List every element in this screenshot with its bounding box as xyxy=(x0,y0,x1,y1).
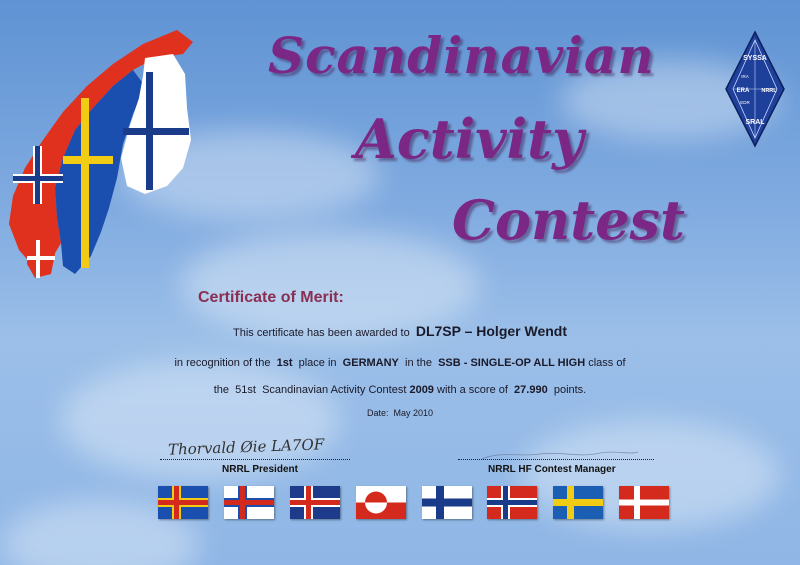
title-line-2: Activity xyxy=(355,107,584,171)
iceland-flag-icon xyxy=(290,486,340,519)
score-suffix: points. xyxy=(553,384,587,396)
cloud xyxy=(60,360,340,480)
place-value: 1st xyxy=(276,357,293,369)
recognition-prefix: in recognition of the xyxy=(174,357,271,369)
president-label: NRRL President xyxy=(222,464,298,475)
scandinavia-map-icon xyxy=(5,28,197,283)
recognition-line xyxy=(0,357,800,369)
contest-line xyxy=(0,384,800,396)
date-label: Date: xyxy=(366,408,389,418)
contest-manager-label: NRRL HF Contest Manager xyxy=(488,464,616,475)
contest-year: 2009 xyxy=(409,384,434,396)
certificate-heading: Certificate of Merit: xyxy=(198,289,344,306)
signature-line-left xyxy=(160,459,350,460)
logo-text-bottom: SRAL xyxy=(745,119,765,126)
class-prefix: in the xyxy=(405,357,432,369)
score-prefix: with a score of xyxy=(437,384,508,396)
class-suffix: class of xyxy=(588,357,626,369)
score-value: 27.990 xyxy=(514,384,548,396)
logo-text-lower-left: EDR xyxy=(740,100,750,105)
signature-line-right xyxy=(458,459,654,460)
logo-text-right: NRRL xyxy=(761,88,777,94)
country-value: GERMANY xyxy=(342,357,399,369)
contest-name: Scandinavian Activity Contest xyxy=(262,384,407,396)
the-text: the xyxy=(213,384,230,396)
date-value: May 2010 xyxy=(393,408,434,418)
greenland-flag-icon xyxy=(356,486,406,519)
title-line-3: Contest xyxy=(452,188,685,252)
title-line-1: Scandinavian xyxy=(268,26,655,85)
edition-value: 51st xyxy=(235,384,256,396)
place-mid-text: place in xyxy=(298,357,337,369)
denmark-flag-icon xyxy=(619,486,669,519)
class-value: SSB - SINGLE-OP ALL HIGH xyxy=(438,357,586,369)
norway-flag-icon xyxy=(487,486,537,519)
faroe-flag-icon xyxy=(224,486,274,519)
finland-flag-icon xyxy=(422,486,472,519)
syssa-logo-icon xyxy=(724,30,786,148)
logo-text-upper-left: IRA xyxy=(741,74,749,79)
sweden-flag-icon xyxy=(553,486,603,519)
president-signature: Thorvald Øie LA7OF xyxy=(167,435,325,459)
award-line xyxy=(0,323,800,339)
recipient-name: DL7SP – Holger Wendt xyxy=(415,323,568,339)
date-line xyxy=(0,408,800,418)
logo-text-left: ERA xyxy=(736,88,750,94)
aland-flag-icon xyxy=(158,486,208,519)
logo-text-top: SYSSA xyxy=(743,55,767,62)
award-intro: This certificate has been awarded to xyxy=(232,327,410,339)
